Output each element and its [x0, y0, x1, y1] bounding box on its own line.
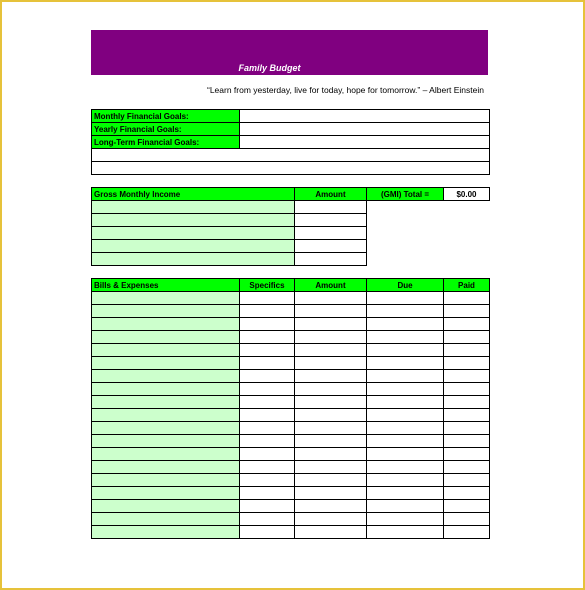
goal-label-longterm: Long-Term Financial Goals:: [92, 136, 240, 149]
bills-header-specifics: Specifics: [240, 279, 295, 292]
bill-paid-cell[interactable]: [444, 422, 490, 435]
bills-header-name: Bills & Expenses: [92, 279, 240, 292]
title-banner: [91, 30, 488, 75]
bill-name-cell[interactable]: [92, 500, 240, 513]
bill-specifics-cell[interactable]: [240, 357, 295, 370]
bills-header-paid: Paid: [444, 279, 490, 292]
bill-due-cell[interactable]: [367, 422, 444, 435]
bill-specifics-cell[interactable]: [240, 370, 295, 383]
bill-due-cell[interactable]: [367, 500, 444, 513]
bill-row: [92, 513, 490, 526]
bill-amount-cell[interactable]: [295, 357, 367, 370]
income-header: Gross Monthly Income: [92, 188, 295, 201]
bill-due-cell[interactable]: [367, 461, 444, 474]
bill-specifics-cell[interactable]: [240, 513, 295, 526]
bill-name-cell[interactable]: [92, 409, 240, 422]
bill-due-cell[interactable]: [367, 487, 444, 500]
bill-name-cell[interactable]: [92, 396, 240, 409]
bill-name-cell[interactable]: [92, 513, 240, 526]
bill-row: [92, 487, 490, 500]
bill-name-cell[interactable]: [92, 461, 240, 474]
goal-label-monthly: Monthly Financial Goals:: [92, 110, 240, 123]
bill-amount-cell[interactable]: [295, 461, 367, 474]
bill-row: [92, 435, 490, 448]
bill-amount-cell[interactable]: [295, 331, 367, 344]
bills-header-row: [92, 279, 490, 292]
bill-row: [92, 305, 490, 318]
bill-row: [92, 526, 490, 539]
goal-row-yearly: [92, 123, 490, 136]
bill-row: [92, 448, 490, 461]
bill-name-cell[interactable]: [92, 370, 240, 383]
goal-row-longterm: [92, 136, 490, 149]
bill-name-cell[interactable]: [92, 448, 240, 461]
bill-paid-cell[interactable]: [444, 461, 490, 474]
income-source-cell[interactable]: [92, 214, 295, 227]
bill-paid-cell[interactable]: [444, 487, 490, 500]
bill-row: [92, 357, 490, 370]
bill-name-cell[interactable]: [92, 383, 240, 396]
bill-specifics-cell[interactable]: [240, 383, 295, 396]
goal-extra-row: [92, 162, 490, 175]
bill-specifics-cell[interactable]: [240, 448, 295, 461]
bill-due-cell[interactable]: [367, 344, 444, 357]
bill-due-cell[interactable]: [367, 448, 444, 461]
income-source-cell[interactable]: [92, 227, 295, 240]
bill-due-cell[interactable]: [367, 357, 444, 370]
bill-specifics-cell[interactable]: [240, 396, 295, 409]
income-row: [92, 240, 490, 253]
bill-amount-cell[interactable]: [295, 344, 367, 357]
bills-table: [91, 278, 490, 539]
bills-header-due: Due: [367, 279, 444, 292]
bill-paid-cell[interactable]: [444, 526, 490, 539]
goal-label-yearly: Yearly Financial Goals:: [92, 123, 240, 136]
income-amount-cell[interactable]: [295, 253, 367, 266]
bill-paid-cell[interactable]: [444, 513, 490, 526]
bill-due-cell[interactable]: [367, 383, 444, 396]
bill-specifics-cell[interactable]: [240, 409, 295, 422]
bill-paid-cell[interactable]: [444, 318, 490, 331]
goal-cell[interactable]: [240, 123, 490, 136]
bill-amount-cell[interactable]: [295, 435, 367, 448]
bill-amount-cell[interactable]: [295, 370, 367, 383]
bill-name-cell[interactable]: [92, 331, 240, 344]
income-amount-cell[interactable]: [295, 214, 367, 227]
bill-amount-cell[interactable]: [295, 318, 367, 331]
bill-amount-cell[interactable]: [295, 526, 367, 539]
bill-name-cell[interactable]: [92, 318, 240, 331]
bill-paid-cell[interactable]: [444, 331, 490, 344]
bill-specifics-cell[interactable]: [240, 292, 295, 305]
bill-paid-cell[interactable]: [444, 305, 490, 318]
bill-due-cell[interactable]: [367, 292, 444, 305]
bill-due-cell[interactable]: [367, 305, 444, 318]
bill-amount-cell[interactable]: [295, 292, 367, 305]
bill-row: [92, 383, 490, 396]
income-amount-header: Amount: [295, 188, 367, 201]
income-amount-cell[interactable]: [295, 240, 367, 253]
bill-amount-cell[interactable]: [295, 513, 367, 526]
bill-amount-cell[interactable]: [295, 396, 367, 409]
bill-paid-cell[interactable]: [444, 344, 490, 357]
bill-row: [92, 500, 490, 513]
bill-name-cell[interactable]: [92, 526, 240, 539]
bill-paid-cell[interactable]: [444, 292, 490, 305]
bill-name-cell[interactable]: [92, 474, 240, 487]
goal-cell[interactable]: [240, 110, 490, 123]
bill-due-cell[interactable]: [367, 409, 444, 422]
bill-name-cell[interactable]: [92, 487, 240, 500]
bill-row: [92, 370, 490, 383]
bill-specifics-cell[interactable]: [240, 305, 295, 318]
bill-row: [92, 344, 490, 357]
bill-paid-cell[interactable]: [444, 448, 490, 461]
income-row: [92, 201, 490, 214]
bill-name-cell[interactable]: [92, 435, 240, 448]
bill-specifics-cell[interactable]: [240, 422, 295, 435]
bill-due-cell[interactable]: [367, 318, 444, 331]
bill-due-cell[interactable]: [367, 526, 444, 539]
bill-row: [92, 422, 490, 435]
bill-specifics-cell[interactable]: [240, 526, 295, 539]
bill-row: [92, 461, 490, 474]
bill-specifics-cell[interactable]: [240, 331, 295, 344]
bill-amount-cell[interactable]: [295, 487, 367, 500]
bill-amount-cell[interactable]: [295, 422, 367, 435]
bill-row: [92, 409, 490, 422]
gmi-total-label: (GMI) Total =: [367, 188, 444, 201]
gmi-total-value: $0.00: [444, 188, 490, 201]
income-amount-cell[interactable]: [295, 227, 367, 240]
bill-due-cell[interactable]: [367, 513, 444, 526]
bill-amount-cell[interactable]: [295, 383, 367, 396]
bill-amount-cell[interactable]: [295, 474, 367, 487]
bill-amount-cell[interactable]: [295, 409, 367, 422]
quote-text: “Learn from yesterday, live for today, hope for tomorrow.” – Albert Einstein: [206, 85, 484, 95]
goal-cell[interactable]: [240, 136, 490, 149]
bill-row: [92, 331, 490, 344]
bill-paid-cell[interactable]: [444, 396, 490, 409]
bill-paid-cell[interactable]: [444, 370, 490, 383]
bill-row: [92, 396, 490, 409]
bill-specifics-cell[interactable]: [240, 344, 295, 357]
income-source-cell[interactable]: [92, 201, 295, 214]
bill-specifics-cell[interactable]: [240, 474, 295, 487]
goal-row-monthly: [92, 110, 490, 123]
bill-paid-cell[interactable]: [444, 409, 490, 422]
bill-due-cell[interactable]: [367, 435, 444, 448]
bill-name-cell[interactable]: [92, 422, 240, 435]
bill-paid-cell[interactable]: [444, 474, 490, 487]
bill-specifics-cell[interactable]: [240, 318, 295, 331]
bill-due-cell[interactable]: [367, 396, 444, 409]
income-source-cell[interactable]: [92, 253, 295, 266]
income-amount-cell[interactable]: [295, 201, 367, 214]
bill-due-cell[interactable]: [367, 331, 444, 344]
bill-row: [92, 318, 490, 331]
income-row: [92, 253, 490, 266]
goal-extra-cell[interactable]: [92, 162, 490, 175]
income-row: [92, 227, 490, 240]
bill-due-cell[interactable]: [367, 370, 444, 383]
income-row: [92, 214, 490, 227]
bill-amount-cell[interactable]: [295, 448, 367, 461]
goal-extra-cell[interactable]: [92, 149, 490, 162]
income-header-row: [92, 188, 490, 201]
bill-name-cell[interactable]: [92, 357, 240, 370]
bill-paid-cell[interactable]: [444, 500, 490, 513]
bill-amount-cell[interactable]: [295, 305, 367, 318]
bill-row: [92, 292, 490, 305]
bills-header-amount: Amount: [295, 279, 367, 292]
bill-specifics-cell[interactable]: [240, 461, 295, 474]
income-source-cell[interactable]: [92, 240, 295, 253]
bill-specifics-cell[interactable]: [240, 500, 295, 513]
bill-row: [92, 474, 490, 487]
bill-amount-cell[interactable]: [295, 500, 367, 513]
bill-specifics-cell[interactable]: [240, 435, 295, 448]
bill-paid-cell[interactable]: [444, 435, 490, 448]
bill-paid-cell[interactable]: [444, 357, 490, 370]
income-table: [91, 187, 490, 266]
bill-name-cell[interactable]: [92, 292, 240, 305]
goals-table: [91, 109, 490, 175]
bill-due-cell[interactable]: [367, 474, 444, 487]
page-title: Family Budget: [238, 63, 301, 73]
goal-extra-row: [92, 149, 490, 162]
bill-name-cell[interactable]: [92, 344, 240, 357]
bill-specifics-cell[interactable]: [240, 487, 295, 500]
bill-name-cell[interactable]: [92, 305, 240, 318]
bill-paid-cell[interactable]: [444, 383, 490, 396]
